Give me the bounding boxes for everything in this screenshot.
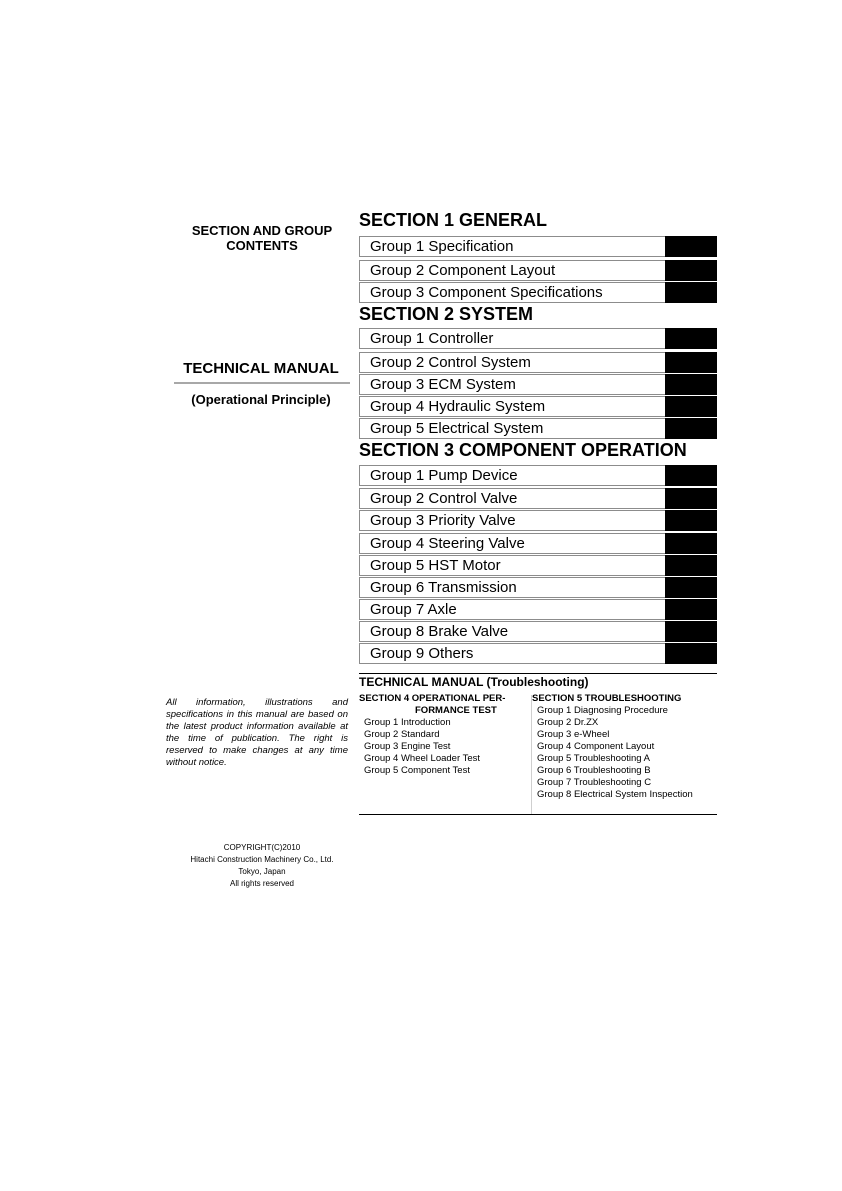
section-2-group-5[interactable] [359,418,717,439]
group-label: Group 2 Component Layout [370,262,556,279]
section-5-group[interactable]: Group 4 Component Layout [537,741,655,752]
troubleshooting-title: TECHNICAL MANUAL (Troubleshooting) [359,675,589,689]
section-3-group-4[interactable] [359,533,717,554]
section-4-group[interactable]: Group 5 Component Test [364,765,470,776]
group-label: Group 7 Axle [370,601,457,618]
contents-title [166,223,358,253]
group-label: Group 5 HST Motor [370,557,501,574]
index-tab [665,282,717,303]
section-5-group[interactable]: Group 7 Troubleshooting C [537,777,652,788]
copyright-line: Tokyo, Japan [238,867,286,876]
group-label: Group 2 Control System [370,354,531,371]
index-tab [665,510,717,531]
section-2-group-1[interactable] [359,328,717,349]
section-3-group-6[interactable] [359,577,717,598]
group-label: Group 6 Transmission [370,579,517,596]
index-tab [665,577,717,598]
section-4-title-line1: SECTION 4 OPERATIONAL PER- [359,693,506,704]
section-3-group-2[interactable] [359,488,717,509]
contents-title-line2: CONTENTS [226,238,298,253]
section-3-group-5[interactable] [359,555,717,576]
manual-title: TECHNICAL MANUAL [183,360,339,377]
section-3-group-8[interactable] [359,621,717,642]
section-4-title-line2: FORMANCE TEST [415,705,497,716]
section-5-group[interactable]: Group 2 Dr.ZX [537,717,599,728]
group-label: Group 1 Pump Device [370,467,518,484]
group-label: Group 9 Others [370,645,474,662]
copyright-line: COPYRIGHT(C)2010 [223,843,301,852]
section-3-group-7[interactable] [359,599,717,620]
section-5-group[interactable]: Group 6 Troubleshooting B [537,765,651,776]
disclaimer-notice: All information, illustrations and specifications in this manual are based on the latest product information available at the time of publication. The right is reserved to make changes at any time without notice. [166,697,348,768]
section-3-group-9[interactable] [359,643,717,664]
copyright-line: All rights reserved [229,879,295,888]
section-5-group[interactable]: Group 3 e-Wheel [537,729,610,740]
index-tab [665,328,717,349]
section-4-group[interactable]: Group 1 Introduction [364,717,451,728]
index-tab [665,236,717,257]
section-4-group[interactable]: Group 3 Engine Test [364,741,451,752]
section-3-group-3[interactable] [359,510,717,531]
index-tab [665,555,717,576]
group-label: Group 1 Controller [370,330,494,347]
group-label: Group 4 Steering Valve [370,535,525,552]
section-4-column [359,693,529,777]
group-label: Group 3 Priority Valve [370,512,516,529]
index-tab [665,396,717,417]
section-5-group[interactable]: Group 5 Troubleshooting A [537,753,651,764]
section-2-group-4[interactable] [359,396,717,417]
group-label: Group 1 Specification [370,238,514,255]
contents-title-line1: SECTION AND GROUP [191,223,333,238]
index-tab [665,643,717,664]
copyright-line: Hitachi Construction Machinery Co., Ltd. [190,855,334,864]
section-3-group-1[interactable] [359,465,717,486]
section-2-group-2[interactable] [359,352,717,373]
section-1-group-3[interactable] [359,282,717,303]
group-label: Group 8 Brake Valve [370,623,509,640]
group-label: Group 2 Control Valve [370,490,518,507]
section-5-group[interactable]: Group 1 Diagnosing Procedure [537,705,668,716]
section-5-group[interactable]: Group 8 Electrical System Inspection [537,789,693,800]
section-5-column [532,693,717,801]
group-label: Group 3 ECM System [370,376,516,393]
index-tab [665,621,717,642]
group-label: Group 3 Component Specifications [370,284,603,301]
index-tab [665,260,717,281]
manual-subtitle: (Operational Principle) [191,392,331,407]
section-1-group-2[interactable] [359,260,717,281]
index-tab [665,465,717,486]
index-tab [665,418,717,439]
index-tab [665,599,717,620]
troubleshooting-top-rule [359,673,717,674]
index-tab [665,488,717,509]
section-1-group-1[interactable] [359,236,717,257]
section-3-title: SECTION 3 COMPONENT OPERATION [359,440,687,460]
section-5-title: SECTION 5 TROUBLESHOOTING [532,693,682,704]
manual-title-rule [174,382,350,384]
index-tab [665,352,717,373]
section-4-group[interactable]: Group 2 Standard [364,729,440,740]
index-tab [665,374,717,395]
section-2-group-3[interactable] [359,374,717,395]
section-4-group[interactable]: Group 4 Wheel Loader Test [364,753,481,764]
group-label: Group 5 Electrical System [370,420,544,437]
troubleshooting-bottom-rule [359,814,717,815]
group-label: Group 4 Hydraulic System [370,398,546,415]
copyright-block [176,842,348,890]
index-tab [665,533,717,554]
section-2-title: SECTION 2 SYSTEM [359,304,534,324]
section-1-title: SECTION 1 GENERAL [359,210,548,230]
